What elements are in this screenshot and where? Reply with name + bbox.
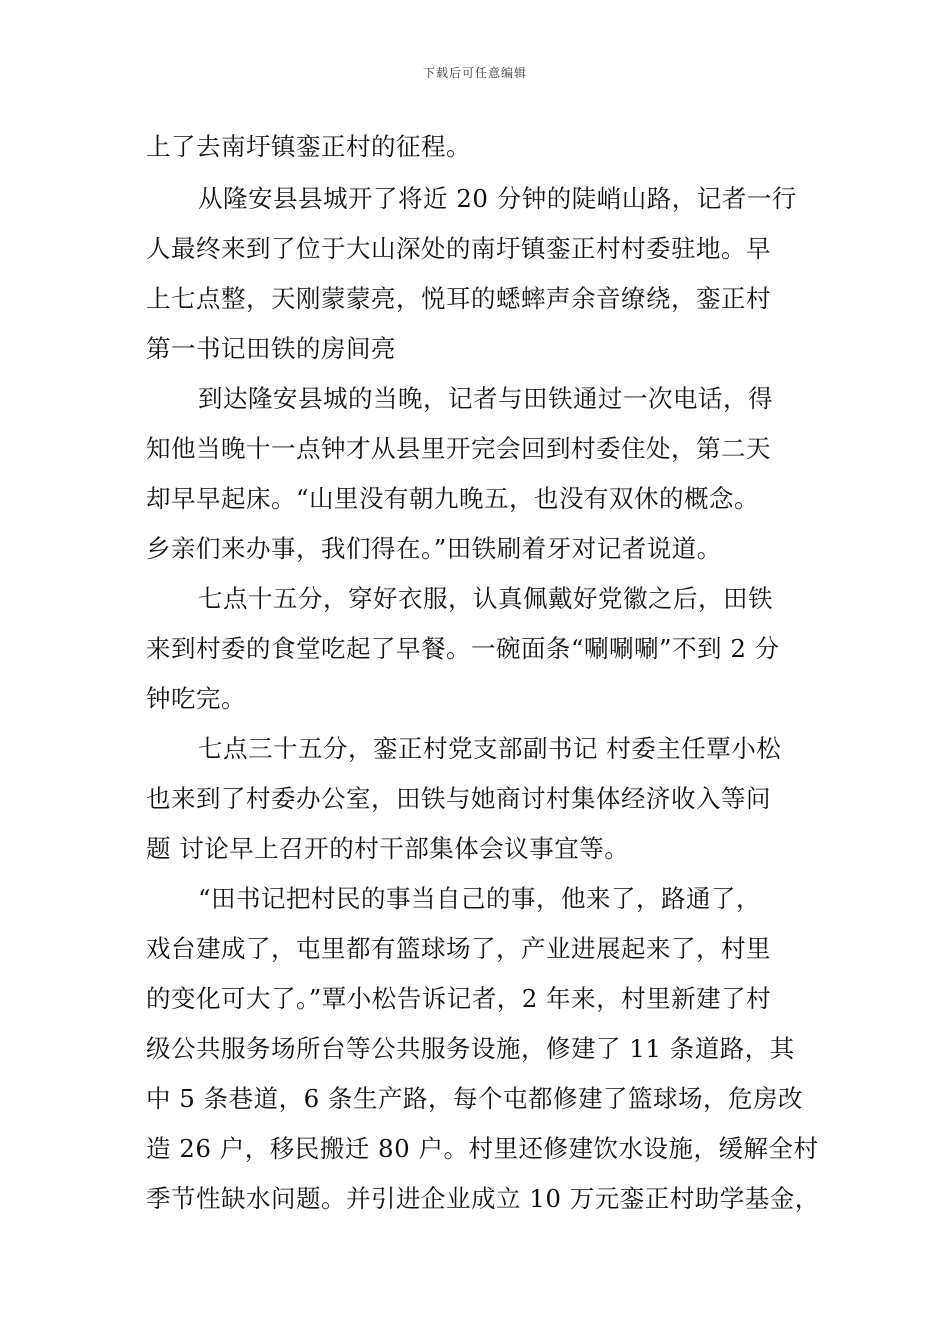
page-header: 下载后可任意编辑 (422, 66, 527, 80)
text-line: 题 讨论早上召开的村干部集体会议事宜等。 (146, 834, 630, 863)
text-line: 也来到了村委办公室，田铁与她商讨村集体经济收入等问 (146, 784, 771, 813)
text-line: 到达隆安县城的当晚，记者与田铁通过一次电话，得 (198, 384, 773, 413)
text-line: 上了去南圩镇銮正村的征程。 (146, 132, 471, 161)
text-line: 却早早起床。“山里没有朝九晚五，也没有双休的概念。 (146, 484, 760, 513)
text-line: 级公共服务场所台等公共服务设施，修建了 11 条道路，其 (146, 1034, 795, 1063)
text-line: 人最终来到了位于大山深处的南圩镇銮正村村委驻地。早 (146, 234, 771, 263)
text-line: 从隆安县县城开了将近 20 分钟的陡峭山路，记者一行 (198, 184, 797, 213)
text-line: 造 26 户，移民搬迁 80 户。村里还修建饮水设施，缓解全村 (146, 1134, 819, 1163)
text-line: 七点十五分，穿好衣服，认真佩戴好党徽之后，田铁 (198, 584, 773, 613)
text-line: 中 5 条巷道，6 条生产路，每个屯都修建了篮球场，危房改 (146, 1084, 804, 1113)
text-line: 钟吃完。 (146, 684, 246, 713)
text-line: 来到村委的食堂吃起了早餐。一碗面条“唰唰唰”不到 2 分 (146, 634, 780, 663)
text-line: 上七点整，天刚蒙蒙亮，悦耳的蟋蟀声余音缭绕，銮正村 (146, 284, 771, 313)
text-line: 七点三十五分，銮正村党支部副书记 村委主任覃小松 (198, 734, 782, 763)
text-line: 戏台建成了，屯里都有篮球场了，产业进展起来了，村里 (146, 934, 771, 963)
text-line: 的变化可大了。”覃小松告诉记者，2 年来，村里新建了村 (146, 984, 772, 1013)
text-line: 第一书记田铁的房间亮 (146, 334, 396, 363)
text-line: 乡亲们来办事，我们得在。”田铁刷着牙对记者说道。 (146, 534, 722, 563)
text-line: 季节性缺水问题。并引进企业成立 10 万元銮正村助学基金， (146, 1184, 820, 1213)
text-line: 知他当晚十一点钟才从县里开完会回到村委住处，第二天 (146, 434, 771, 463)
text-line: “田书记把村民的事当自己的事，他来了，路通了， (198, 884, 762, 913)
